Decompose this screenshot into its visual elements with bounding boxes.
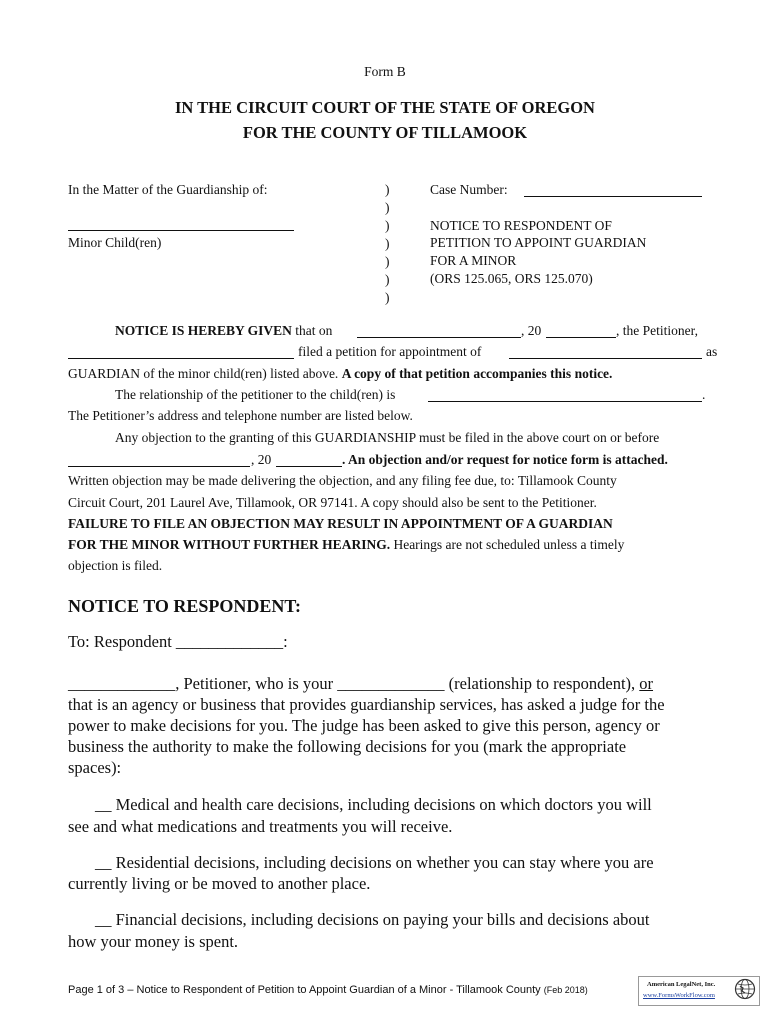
option-residential[interactable]: __ Residential decisions, including decisions on whether you can stay where you are — [95, 853, 654, 872]
objection-year-field[interactable] — [276, 466, 342, 467]
notice-text: Written objection may be made delivering the objection, and any filing fee due, to: Tillamook County — [68, 473, 617, 488]
notice-text: . — [702, 387, 706, 402]
objection-date-field[interactable] — [68, 466, 250, 467]
respondent-text: that is an agency or business that provides guardianship services, has asked a judge for the — [68, 695, 665, 714]
respondent-text: business the authority to make the following decisions for you (mark the appropriate — [68, 737, 627, 756]
court-title-line1: IN THE CIRCUIT COURT OF THE STATE OF OREGON — [175, 98, 595, 117]
caption-paren: ) — [385, 254, 390, 269]
notice-text: Hearings are not scheduled unless a timely — [393, 537, 625, 552]
notice-text: that on — [295, 323, 333, 338]
option-financial-cont: how your money is spent. — [68, 932, 239, 951]
notice-hereby-given: NOTICE IS HEREBY GIVEN — [115, 323, 292, 338]
form-label: Form B — [364, 64, 406, 79]
caption-paren: ) — [385, 290, 390, 305]
logo-website[interactable]: www.FormsWorkFlow.com — [643, 992, 715, 999]
court-title-line2: FOR THE COUNTY OF TILLAMOOK — [242, 123, 528, 142]
minor-name-field[interactable] — [68, 230, 294, 231]
notice-text: objection is filed. — [68, 558, 163, 573]
notice-failure-warning: FOR THE MINOR WITHOUT FURTHER HEARING. — [68, 537, 391, 552]
notice-text: Any objection to the granting of this GUARDIANSHIP must be filed in the above court on or before — [115, 430, 660, 445]
caption-paren: ) — [385, 182, 390, 197]
globe-icon — [734, 978, 756, 1000]
date-field[interactable] — [357, 337, 521, 338]
notice-text: The Petitioner’s address and telephone number are listed below. — [68, 408, 413, 423]
notice-text: , 20 — [251, 452, 272, 467]
notice-objection-form: . An objection and/or request for notice form is attached. — [342, 452, 668, 467]
case-number-field[interactable] — [524, 196, 702, 197]
case-number-label: Case Number: — [430, 182, 508, 197]
option-residential-cont: currently living or be moved to another place. — [68, 874, 371, 893]
option-medical-cont: see and what medications and treatments you will receive. — [68, 817, 453, 836]
year-field[interactable] — [546, 337, 616, 338]
respondent-text: power to make decisions for you. The judge has been asked to give this person, agency or — [68, 716, 660, 735]
notice-text: filed a petition for appointment of — [298, 344, 482, 359]
notice-failure-warning: FAILURE TO FILE AN OBJECTION MAY RESULT IN APPOINTMENT OF A GUARDIAN — [68, 516, 613, 531]
doc-title-line2: PETITION TO APPOINT GUARDIAN — [430, 235, 647, 250]
minor-label: Minor Child(ren) — [68, 235, 162, 250]
relationship-field[interactable] — [428, 401, 702, 402]
notice-text: , the Petitioner, — [616, 323, 698, 338]
caption-paren: ) — [385, 272, 390, 287]
respondent-text: spaces): — [68, 758, 122, 777]
logo-company: American LegalNet, Inc. — [647, 981, 716, 988]
notice-text: GUARDIAN of the minor child(ren) listed above. — [68, 366, 339, 381]
notice-text: Circuit Court, 201 Laurel Ave, Tillamook, OR 97141. A copy should also be sent to the Petitioner. — [68, 495, 597, 510]
option-medical[interactable]: __ Medical and health care decisions, including decisions on which doctors you will — [95, 795, 652, 814]
doc-title-line1: NOTICE TO RESPONDENT OF — [430, 218, 612, 233]
doc-title-line3: FOR A MINOR — [430, 253, 517, 268]
respondent-to-line: To: Respondent _____________: — [68, 632, 288, 651]
respondent-text: _____________, Petitioner, who is your _____________ (relationship to respondent), — [68, 674, 636, 693]
footer-text: Page 1 of 3 – Notice to Respondent of Petition to Appoint Guardian of a Minor - Tillamook County — [68, 984, 541, 996]
respondent-or: or — [639, 674, 654, 693]
caption-paren: ) — [385, 200, 390, 215]
doc-title-line4: (ORS 125.065, ORS 125.070) — [430, 271, 593, 286]
respondent-heading: NOTICE TO RESPONDENT: — [68, 596, 302, 616]
option-financial[interactable]: __ Financial decisions, including decisions on paying your bills and decisions about — [95, 910, 650, 929]
notice-text: The relationship of the petitioner to the child(ren) is — [115, 387, 396, 402]
notice-copy-statement: A copy of that petition accompanies this notice. — [341, 366, 613, 381]
matter-label: In the Matter of the Guardianship of: — [68, 182, 268, 197]
petitioner-name-field[interactable] — [68, 358, 294, 359]
guardian-name-field[interactable] — [509, 358, 702, 359]
caption-paren: ) — [385, 236, 390, 251]
footer-date: (Feb 2018) — [543, 985, 588, 995]
caption-paren: ) — [385, 218, 390, 233]
notice-text: , 20 — [521, 323, 542, 338]
notice-text: as — [706, 344, 718, 359]
